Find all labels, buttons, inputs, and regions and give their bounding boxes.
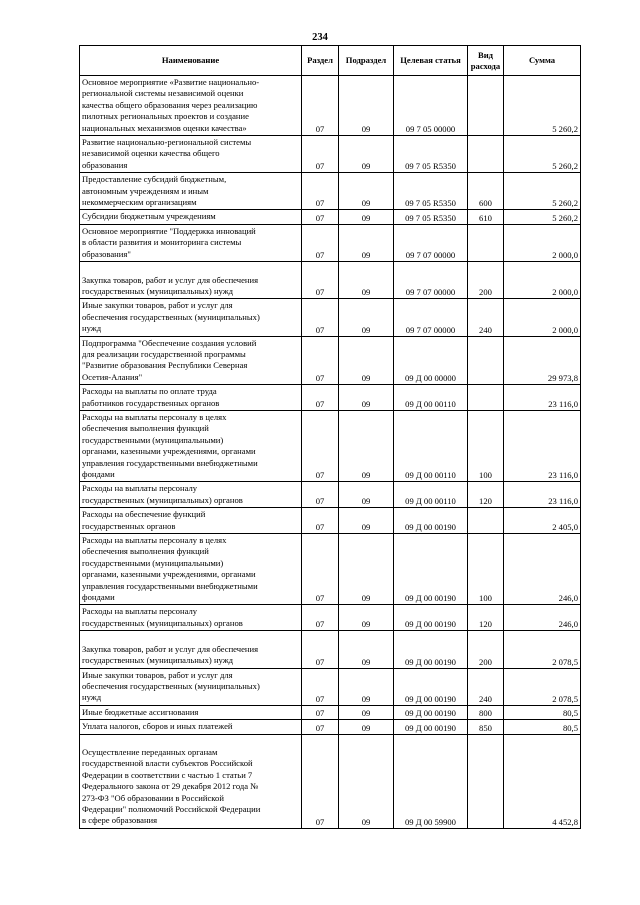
cell-sum: 246,0 xyxy=(504,605,581,631)
cell-section: 07 xyxy=(302,262,339,299)
cell-sum: 23 116,0 xyxy=(504,410,581,481)
cell-name-line: государственными (муниципальными) xyxy=(82,434,224,445)
cell-name xyxy=(80,605,302,631)
cell-subsection: 09 xyxy=(339,262,394,299)
cell-name-line: нужд xyxy=(82,692,102,703)
cell-target: 09 Д 00 00110 xyxy=(394,385,468,411)
cell-subsection: 09 xyxy=(339,210,394,224)
cell-target: 09 Д 00 00190 xyxy=(394,508,468,534)
cell-target: 09 Д 00 00000 xyxy=(394,336,468,385)
header-target: Целевая статья xyxy=(394,46,468,76)
cell-name-line: государственной власти субъектов Российской xyxy=(82,758,253,769)
cell-sum: 2 078,5 xyxy=(504,631,581,668)
cell-name-line: в сфере образования xyxy=(82,815,158,826)
cell-name-line: обеспечения выполнения функций xyxy=(82,546,209,557)
cell-name-line: Закупка товаров, работ и услуг для обеспечения xyxy=(82,643,259,654)
cell-name-line: некоммерческим организациям xyxy=(82,197,197,208)
cell-section: 07 xyxy=(302,720,339,734)
cell-sum: 80,5 xyxy=(504,705,581,719)
cell-name xyxy=(80,262,302,299)
cell-section: 07 xyxy=(302,76,339,136)
cell-name-line xyxy=(82,736,299,747)
cell-target: 09 Д 00 00190 xyxy=(394,668,468,705)
cell-name-line: государственными (муниципальными) xyxy=(82,557,224,568)
cell-name-line: государственных (муниципальных) органов xyxy=(82,494,243,505)
cell-name-line: государственных (муниципальных) нужд xyxy=(82,285,234,296)
cell-section: 07 xyxy=(302,136,339,173)
cell-name-line: управления государственными внебюджетными xyxy=(82,580,258,591)
cell-name-line: Основное мероприятие "Поддержка инноваций xyxy=(82,225,256,236)
cell-subsection: 09 xyxy=(339,534,394,605)
table-row xyxy=(80,210,581,224)
cell-name-line: Осуществление переданных органам xyxy=(82,746,218,757)
cell-name-line: образования xyxy=(82,159,128,170)
cell-name-line: в области развития и мониторинга системы xyxy=(82,237,242,248)
cell-name-line: Федерации в соответствии с частью 1 статьи 7 xyxy=(82,769,253,780)
cell-expense-type xyxy=(468,76,504,136)
cell-name xyxy=(80,482,302,508)
cell-expense-type: 200 xyxy=(468,631,504,668)
cell-target: 09 7 07 00000 xyxy=(394,224,468,261)
cell-name-line: фондами xyxy=(82,469,115,479)
cell-expense-type xyxy=(468,734,504,828)
cell-expense-type: 240 xyxy=(468,668,504,705)
cell-target: 09 Д 00 00110 xyxy=(394,410,468,481)
cell-expense-type: 610 xyxy=(468,210,504,224)
cell-name-line: автономным учреждениям и иным xyxy=(82,185,209,196)
cell-name-line: нужд xyxy=(82,323,102,334)
cell-expense-type: 100 xyxy=(468,534,504,605)
cell-name xyxy=(80,734,302,828)
cell-section: 07 xyxy=(302,605,339,631)
cell-name-line: органами, казенными учреждениями, органами xyxy=(82,569,256,580)
table-row xyxy=(80,482,581,508)
cell-name-line: Расходы на выплаты по оплате труда xyxy=(82,386,217,397)
header-expense-type: Вид расхода xyxy=(468,46,504,76)
cell-name-line: Закупка товаров, работ и услуг для обеспечения xyxy=(82,274,259,285)
cell-subsection: 09 xyxy=(339,631,394,668)
cell-name xyxy=(80,210,302,224)
cell-subsection: 09 xyxy=(339,508,394,534)
table-row xyxy=(80,262,581,299)
cell-name-line: фондами xyxy=(82,592,115,603)
cell-name-line: Иные закупки товаров, работ и услуг для xyxy=(82,300,233,311)
table-row xyxy=(80,173,581,210)
cell-sum: 2 000,0 xyxy=(504,262,581,299)
cell-name xyxy=(80,299,302,336)
cell-sum: 5 260,2 xyxy=(504,76,581,136)
cell-expense-type xyxy=(468,336,504,385)
cell-section: 07 xyxy=(302,410,339,481)
cell-target: 09 7 05 00000 xyxy=(394,76,468,136)
cell-expense-type: 120 xyxy=(468,482,504,508)
table-row xyxy=(80,299,581,336)
cell-section: 07 xyxy=(302,224,339,261)
cell-name-line: обеспечения выполнения функций xyxy=(82,423,209,434)
cell-name-line: Иные закупки товаров, работ и услуг для xyxy=(82,669,233,680)
table-row xyxy=(80,668,581,705)
header-sum: Сумма xyxy=(504,46,581,76)
cell-name-line: государственных органов xyxy=(82,520,176,531)
cell-name-line: Расходы на выплаты персоналу в целях xyxy=(82,535,227,546)
cell-name xyxy=(80,534,302,605)
cell-target: 09 Д 00 00110 xyxy=(394,482,468,508)
table-body xyxy=(80,76,581,829)
cell-subsection: 09 xyxy=(339,720,394,734)
cell-sum: 4 452,8 xyxy=(504,734,581,828)
cell-name-line: образования" xyxy=(82,248,131,259)
cell-subsection: 09 xyxy=(339,136,394,173)
cell-name xyxy=(80,336,302,385)
cell-name-line: 273-ФЗ "Об образовании в Российской xyxy=(82,792,224,803)
cell-sum: 29 973,8 xyxy=(504,336,581,385)
cell-sum: 5 260,2 xyxy=(504,210,581,224)
table-row xyxy=(80,705,581,719)
cell-name-line: Федерации" полномочий Российской Федерации xyxy=(82,803,261,814)
table-row xyxy=(80,734,581,828)
cell-section: 07 xyxy=(302,482,339,508)
cell-expense-type: 100 xyxy=(468,410,504,481)
cell-section: 07 xyxy=(302,336,339,385)
cell-target: 09 Д 00 00190 xyxy=(394,705,468,719)
cell-target: 09 7 05 R5350 xyxy=(394,210,468,224)
cell-section: 07 xyxy=(302,668,339,705)
cell-name-line: Развитие национально-региональной системы xyxy=(82,137,252,148)
cell-target: 09 7 05 R5350 xyxy=(394,136,468,173)
cell-expense-type: 800 xyxy=(468,705,504,719)
cell-subsection: 09 xyxy=(339,76,394,136)
cell-subsection: 09 xyxy=(339,173,394,210)
cell-name xyxy=(80,668,302,705)
cell-subsection: 09 xyxy=(339,224,394,261)
cell-name-line: пилотных региональных проектов и создание xyxy=(82,111,249,122)
cell-sum: 246,0 xyxy=(504,534,581,605)
cell-name-line: для реализации государственной программы xyxy=(82,348,246,359)
cell-expense-type: 600 xyxy=(468,173,504,210)
cell-section: 07 xyxy=(302,173,339,210)
cell-target: 09 Д 00 59900 xyxy=(394,734,468,828)
cell-target: 09 7 07 00000 xyxy=(394,299,468,336)
cell-section: 07 xyxy=(302,705,339,719)
cell-name xyxy=(80,136,302,173)
cell-subsection: 09 xyxy=(339,410,394,481)
cell-target: 09 Д 00 00190 xyxy=(394,720,468,734)
cell-name xyxy=(80,173,302,210)
cell-name xyxy=(80,224,302,261)
cell-sum: 2 000,0 xyxy=(504,224,581,261)
table-row xyxy=(80,224,581,261)
cell-name-line: Предоставление субсидий бюджетным, xyxy=(82,174,227,185)
cell-expense-type xyxy=(468,224,504,261)
cell-sum: 2 078,5 xyxy=(504,668,581,705)
cell-section: 07 xyxy=(302,508,339,534)
cell-name-line: Субсидии бюджетным учреждениям xyxy=(82,211,216,222)
cell-sum: 2 000,0 xyxy=(504,299,581,336)
cell-name xyxy=(80,76,302,136)
cell-expense-type xyxy=(468,385,504,411)
cell-target: 09 7 05 R5350 xyxy=(394,173,468,210)
cell-name-line: управления государственными внебюджетными xyxy=(82,457,258,468)
cell-expense-type: 240 xyxy=(468,299,504,336)
cell-subsection: 09 xyxy=(339,705,394,719)
cell-name-line: качества общего образования через реализацию xyxy=(82,99,258,110)
cell-subsection: 09 xyxy=(339,605,394,631)
cell-target: 09 Д 00 00190 xyxy=(394,605,468,631)
cell-name-line: Расходы на выплаты персоналу в целях xyxy=(82,411,227,422)
cell-expense-type: 200 xyxy=(468,262,504,299)
table-row xyxy=(80,720,581,734)
header-subsection: Подраздел xyxy=(339,46,394,76)
cell-name xyxy=(80,631,302,668)
cell-sum: 2 405,0 xyxy=(504,508,581,534)
cell-expense-type: 120 xyxy=(468,605,504,631)
cell-expense-type: 850 xyxy=(468,720,504,734)
cell-name-line: работников государственных органов xyxy=(82,397,220,408)
cell-name-line: обеспечения государственных (муниципальных) xyxy=(82,311,260,322)
table-row xyxy=(80,508,581,534)
cell-name-line: "Развитие образования Республики Северная xyxy=(82,360,248,371)
cell-sum: 5 260,2 xyxy=(504,173,581,210)
table-row xyxy=(80,76,581,136)
cell-name xyxy=(80,410,302,481)
cell-name xyxy=(80,705,302,719)
cell-name-line: обеспечения государственных (муниципальных) xyxy=(82,680,260,691)
table-row xyxy=(80,385,581,411)
cell-subsection: 09 xyxy=(339,385,394,411)
cell-subsection: 09 xyxy=(339,336,394,385)
table-row xyxy=(80,631,581,668)
cell-subsection: 09 xyxy=(339,668,394,705)
cell-name-line: Иные бюджетные ассигнования xyxy=(82,706,199,717)
cell-name xyxy=(80,720,302,734)
cell-name-line: Федерального закона от 29 декабря 2012 года № xyxy=(82,781,259,792)
cell-name-line: Уплата налогов, сборов и иных платежей xyxy=(82,721,233,732)
table-row xyxy=(80,534,581,605)
cell-expense-type xyxy=(468,136,504,173)
cell-section: 07 xyxy=(302,534,339,605)
cell-name-line: региональной системы независимой оценки xyxy=(82,88,244,99)
table-row xyxy=(80,136,581,173)
cell-sum: 5 260,2 xyxy=(504,136,581,173)
table-row xyxy=(80,605,581,631)
cell-name-line: государственных (муниципальных) нужд xyxy=(82,655,234,666)
table-row xyxy=(80,410,581,481)
table-header-row xyxy=(80,46,581,76)
page-number: 234 xyxy=(312,32,328,43)
cell-sum: 80,5 xyxy=(504,720,581,734)
table-row xyxy=(80,336,581,385)
cell-name-line: Расходы на выплаты персоналу xyxy=(82,483,198,494)
cell-target: 09 Д 00 00190 xyxy=(394,631,468,668)
cell-name-line: Основное мероприятие «Развитие национально- xyxy=(82,77,260,87)
cell-target: 09 Д 00 00190 xyxy=(394,534,468,605)
cell-sum: 23 116,0 xyxy=(504,385,581,411)
cell-target: 09 7 07 00000 xyxy=(394,262,468,299)
cell-section: 07 xyxy=(302,734,339,828)
header-section: Раздел xyxy=(302,46,339,76)
cell-sum: 23 116,0 xyxy=(504,482,581,508)
cell-name-line: независимой оценки качества общего xyxy=(82,148,220,159)
cell-name-line: Подпрограмма "Обеспечение создания условий xyxy=(82,337,257,348)
cell-name-line: Осетия-Алания" xyxy=(82,371,143,382)
cell-section: 07 xyxy=(302,631,339,668)
cell-subsection: 09 xyxy=(339,482,394,508)
cell-name xyxy=(80,508,302,534)
header-name: Наименование xyxy=(80,46,302,76)
cell-subsection: 09 xyxy=(339,734,394,828)
cell-section: 07 xyxy=(302,385,339,411)
cell-name-line: национальных механизмов оценки качества» xyxy=(82,122,247,133)
cell-section: 07 xyxy=(302,299,339,336)
cell-name-line xyxy=(82,263,299,274)
cell-name-line xyxy=(82,632,299,643)
cell-name-line: государственных (муниципальных) органов xyxy=(82,617,243,628)
cell-expense-type xyxy=(468,508,504,534)
cell-name-line: органами, казенными учреждениями, органами xyxy=(82,446,256,457)
cell-subsection: 09 xyxy=(339,299,394,336)
cell-name xyxy=(80,385,302,411)
cell-name-line: Расходы на обеспечение функций xyxy=(82,509,206,520)
budget-table xyxy=(79,45,581,829)
cell-name-line: Расходы на выплаты персоналу xyxy=(82,606,198,617)
cell-section: 07 xyxy=(302,210,339,224)
